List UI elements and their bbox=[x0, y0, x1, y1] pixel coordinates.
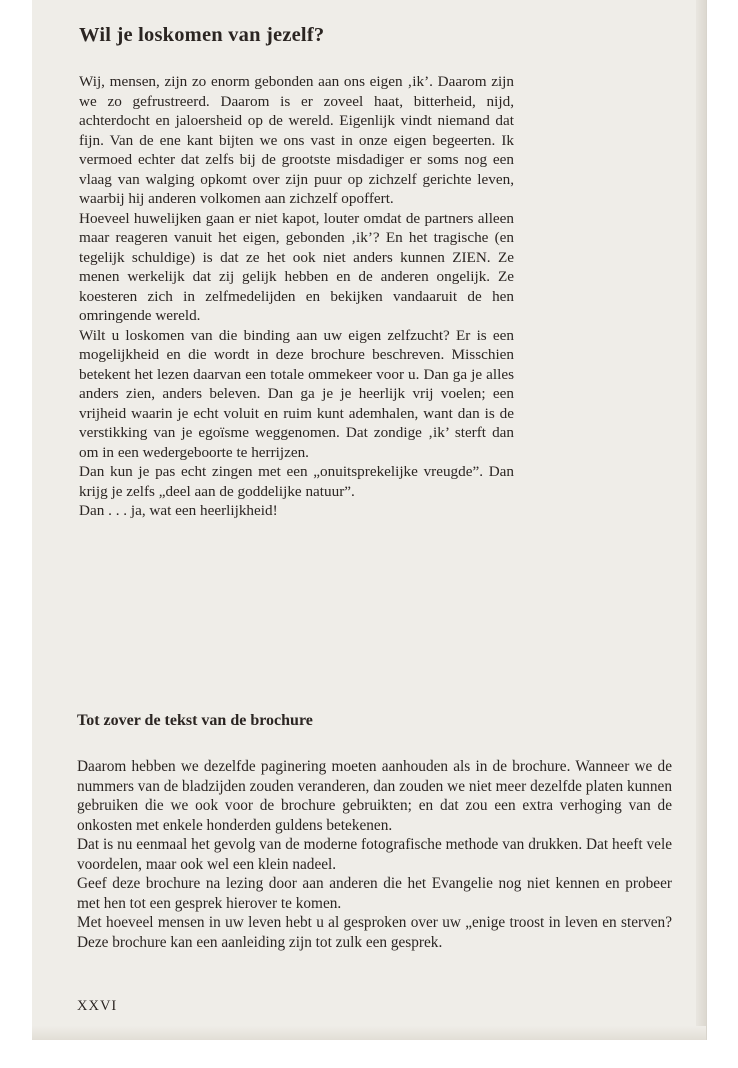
paragraph: Wilt u loskomen van die binding aan uw eigen zelfzucht? Er is een mogelijkheid en die wordt in deze brochure beschreven. Misschien betekent het lezen daarvan een totale ommekeer voor u. Dan ga je alles anders zien, anders beleven. Dan ga je je heerlijk vrij voelen; een vrijheid waarin je echt voluit en ruim kunt ademhalen, want dan is de verstikking van je egoïsme weggenomen. Dat zondige ‚ik’ sterft dan om in een wedergeboorte te herrijzen. bbox=[79, 326, 514, 461]
page-edge-shadow bbox=[696, 0, 706, 1040]
paragraph: Hoeveel huwelijken gaan er niet kapot, louter omdat de partners alleen maar reageren vanuit het eigen, gebonden ‚ik’? En het tragische (en tegelijk schuldige) is dat ze het ook niet anders kunnen ZIEN. Ze menen werkelijk dat zij gelijk hebben en de anderen ongelijk. Ze koesteren zich in zelfmedelijden en bekijken vandaaruit de hen omringende wereld. bbox=[79, 209, 514, 324]
paragraph: Wij, mensen, zijn zo enorm gebonden aan ons eigen ‚ik’. Daarom zijn we zo gefrustreerd. Daarom is er zoveel haat, bitterheid, nijd, achterdocht en jaloersheid op de wereld. Eigenlijk vindt niemand dat fijn. Van de ene kant bijten we ons vast in onze eigen begeerten. Ik vermoed echter dat zelfs bij de grootste misdadiger er soms nog een vlaag van walging opkomt over zijn puur op zichzelf gerichte leven, waarbij hij anderen volkomen aan zichzelf opoffert. bbox=[79, 73, 514, 207]
brochure-text-column bbox=[79, 72, 514, 521]
page-bottom-shadow bbox=[32, 1026, 706, 1040]
paragraph: Geef deze brochure na lezing door aan anderen die het Evangelie nog niet kennen en probeer met hen tot een gesprek hierover te komen. bbox=[77, 875, 672, 912]
section-subheading: Tot zover de tekst van de brochure bbox=[77, 712, 313, 729]
page-heading: Wil je loskomen van jezelf? bbox=[79, 24, 325, 46]
paragraph: Met hoeveel mensen in uw leven hebt u al gesproken over uw „enige troost in leven en sterven? Deze brochure kan een aanleiding zijn tot zulk een gesprek. bbox=[77, 914, 672, 951]
paragraph: Daarom hebben we dezelfde paginering moeten aanhouden als in de brochure. Wanneer we de nummers van de bladzijden zouden veranderen, dan zouden we niet meer dezelfde platen kunnen gebruiken die we ook voor de brochure gebruikten; en dat zou een extra verhoging van de onkosten met enkele honderden guldens betekenen. bbox=[77, 758, 672, 834]
book-page bbox=[32, 0, 706, 1040]
page-number: XXVI bbox=[77, 998, 118, 1014]
paragraph: Dat is nu eenmaal het gevolg van de moderne fotografische methode van drukken. Dat heeft vele voordelen, maar ook wel een klein nadeel. bbox=[77, 836, 672, 873]
afterword-text bbox=[77, 757, 672, 952]
paragraph: Dan kun je pas echt zingen met een „onuitsprekelijke vreugde”. Dan krijg je zelfs „deel aan de goddelijke natuur”. bbox=[79, 463, 514, 500]
paragraph: Dan . . . ja, wat een heerlijkheid! bbox=[79, 502, 278, 519]
